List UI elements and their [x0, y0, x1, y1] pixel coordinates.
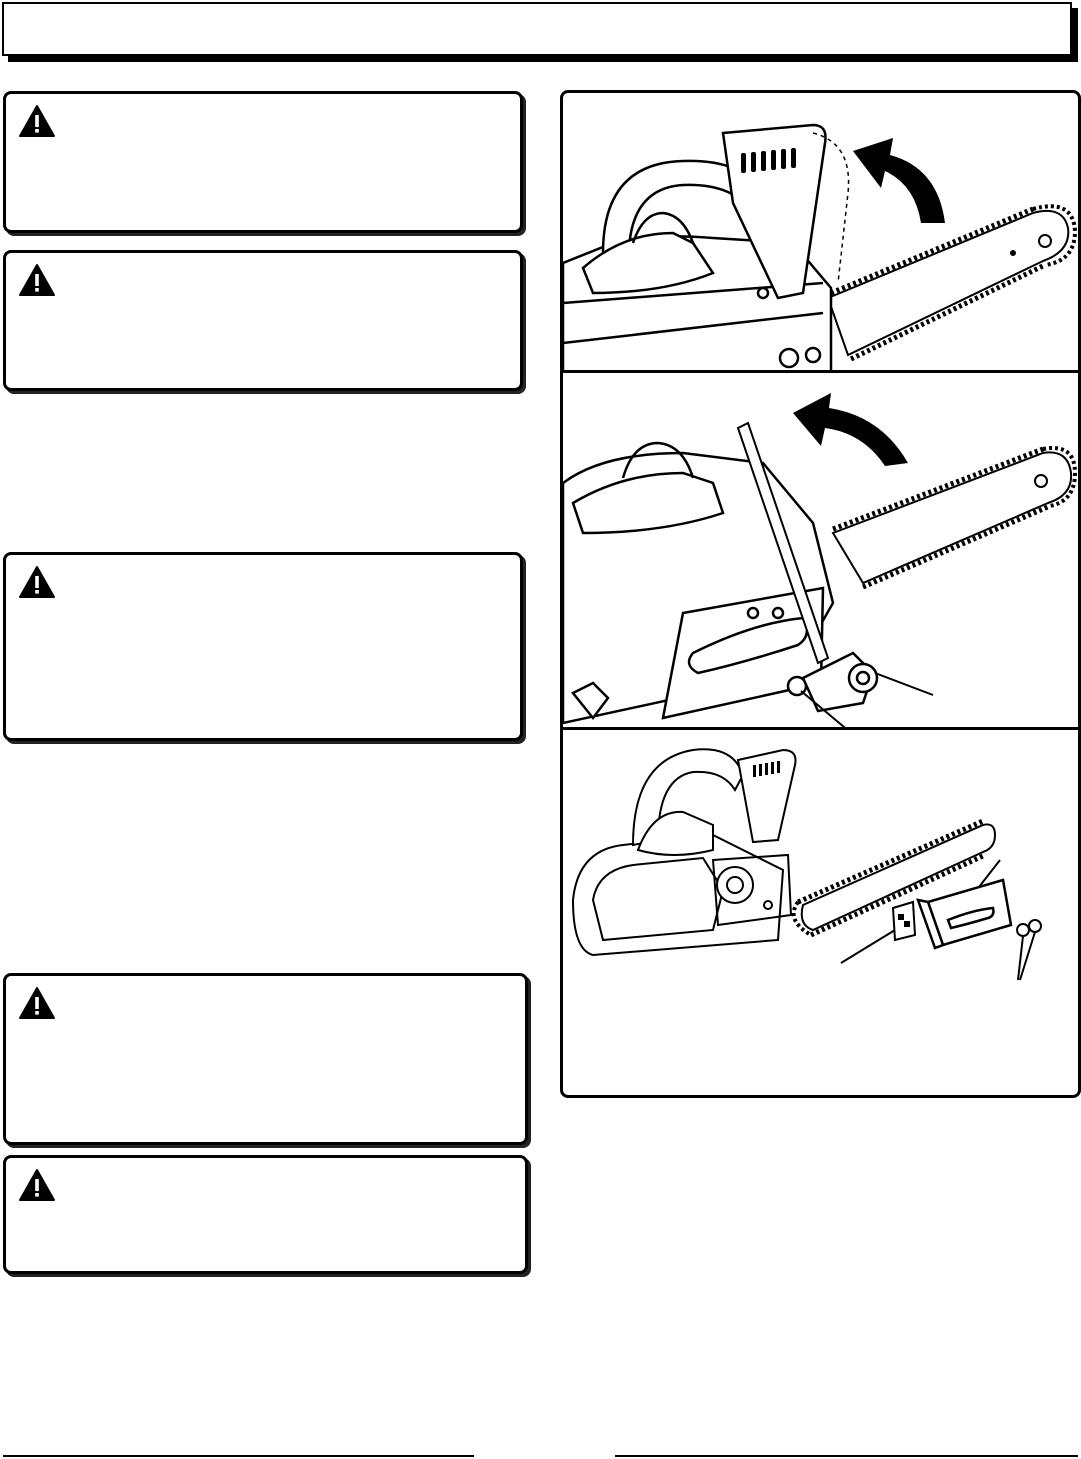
footer-rule-right	[615, 1455, 1078, 1457]
warning-box-5	[3, 1155, 528, 1274]
warning-triangle-icon	[18, 1168, 56, 1202]
warning-triangle-icon	[18, 565, 56, 599]
bar-nuts	[1017, 920, 1041, 936]
warning-box-2	[3, 250, 523, 391]
figure-panel	[560, 90, 1081, 1098]
guide-bar	[828, 211, 1068, 355]
figure-2-wrench-illustration	[563, 373, 1078, 728]
warning-triangle-icon	[18, 263, 56, 297]
warning-box-1	[3, 91, 523, 233]
warning-box-4	[3, 973, 528, 1145]
footer-rule-left	[3, 1455, 474, 1457]
figure-3-exploded-view-illustration	[563, 730, 1078, 1090]
warning-box-3	[3, 552, 523, 741]
page-header-bar	[2, 2, 1072, 56]
rotate-arrow-icon	[853, 138, 945, 223]
inner-plate	[893, 902, 915, 940]
warning-triangle-icon	[18, 104, 56, 138]
warning-triangle-icon	[18, 986, 56, 1020]
rotate-arrow-icon	[793, 393, 908, 466]
sprocket-cover	[918, 880, 1011, 948]
figure-1-chain-brake-illustration	[563, 93, 1078, 373]
saw-body	[573, 749, 796, 955]
